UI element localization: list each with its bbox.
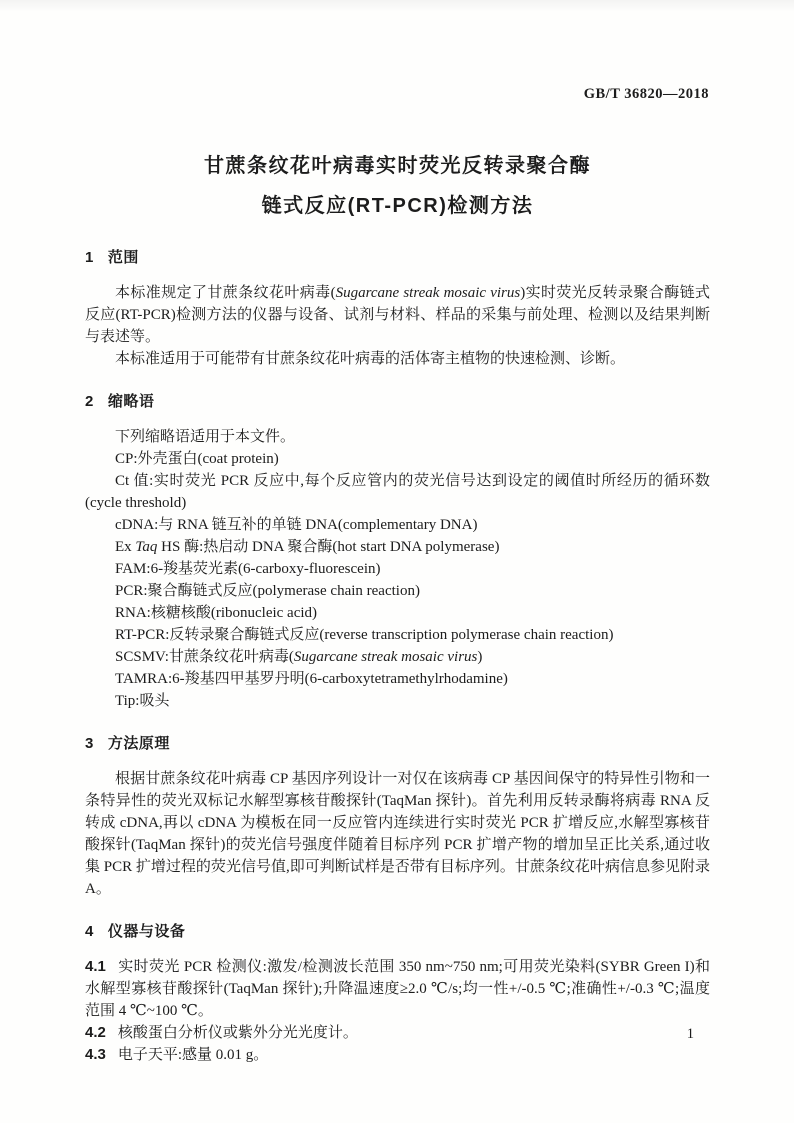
clause-4-1 (85, 956, 710, 1022)
section-title: 范围 (107, 249, 139, 266)
clause-4-3 (85, 1044, 710, 1066)
section-number: 1 (85, 249, 94, 266)
scope-paragraph-1 (85, 282, 710, 348)
abbreviation-item: cDNA:与 RNA 链互补的单链 DNA(complementary DNA) (115, 517, 478, 533)
abbreviation-item: CP:外壳蛋白(coat protein) (115, 451, 279, 467)
scope-p1-latin-name: Sugarcane streak mosaic virus (335, 285, 521, 301)
section-heading-instruments (85, 924, 710, 940)
abbreviation-item: RNA:核糖核酸(ribonucleic acid) (115, 605, 318, 621)
abbreviation-item: Ct 值:实时荧光 PCR 反应中,每个反应管内的荧光信号达到设定的阈值时所经历的循环数(cycle threshold) (85, 473, 710, 511)
scope-p1-pre: 本标准规定了甘蔗条纹花叶病毒( (115, 285, 336, 301)
section-heading-abbreviations (85, 394, 710, 410)
standard-code: GB/T 36820—2018 (583, 86, 709, 102)
abbreviation-item: PCR:聚合酶链式反应(polymerase chain reaction) (115, 583, 420, 599)
clause-text: 实时荧光 PCR 检测仪:激发/检测波长范围 350 nm~750 nm;可用荧光染料(SYBR Green I)和水解型寡核苷酸探针(TaqMan 探针);升降温速度≥2.0 ℃/s;均一性+/-0.5 ℃;准确性+/-0.3 ℃;温度范围 4 ℃~100 ℃。 (85, 959, 710, 1019)
scope-p1-post: )实时荧光反转录聚合酶链式反应(RT-PCR)检测方法的仪器与设备、试剂与材料、样品的采集与前处理、检测以及结果判断与表述等。 (85, 285, 710, 345)
document-title-line2: 链式反应(RT-PCR)检测方法 (261, 195, 534, 217)
page-content (85, 0, 710, 1066)
abbreviation-item: FAM:6-羧基荧光素(6-carboxy-fluorescein) (115, 561, 381, 577)
section-number: 4 (85, 923, 94, 940)
clause-number: 4.3 (85, 1046, 106, 1063)
section-title: 方法原理 (107, 735, 170, 752)
abbreviation-item: TAMRA:6-羧基四甲基罗丹明(6-carboxytetramethylrhodamine) (115, 671, 508, 687)
page-number: 1 (686, 1026, 694, 1042)
principle-paragraph: 根据甘蔗条纹花叶病毒 CP 基因序列设计一对仅在该病毒 CP 基因间保守的特异性引物和一条特异性的荧光双标记水解型寡核苷酸探针(TaqMan 探针)。首先利用反转录酶将病毒 RNA 反转成 cDNA,再以 cDNA 为模板在同一反应管内连续进行实时荧光 PCR 扩增反应,水解型寡核苷酸探针(TaqMan 探针)的荧光信号强度伴随着目标序列 PCR 扩增产物的增加呈正比关系,通过收集 PCR 扩增过程的荧光信号值,即可判断试样是否带有目标序列。甘蔗条纹花叶病信息参见附录 A。 (85, 771, 710, 897)
abbreviation-item: SCSMV:甘蔗条纹花叶病毒(Sugarcane streak mosaic virus) (115, 649, 483, 665)
abbreviation-item: RT-PCR:反转录聚合酶链式反应(reverse transcription polymerase chain reaction) (115, 627, 614, 643)
abbreviation-item: Tip:吸头 (115, 693, 170, 709)
scope-paragraph-2: 本标准适用于可能带有甘蔗条纹花叶病毒的活体寄主植物的快速检测、诊断。 (115, 351, 626, 367)
section-title: 仪器与设备 (107, 923, 186, 940)
clause-number: 4.2 (85, 1024, 106, 1041)
document-title-line1: 甘蔗条纹花叶病毒实时荧光反转录聚合酶 (204, 155, 591, 177)
section-heading-scope (85, 250, 710, 266)
abbreviation-item: Ex Taq HS 酶:热启动 DNA 聚合酶(hot start DNA polymerase) (115, 539, 500, 555)
document-title (85, 0, 710, 226)
abbreviations-intro: 下列缩略语适用于本文件。 (115, 429, 296, 445)
clause-4-2 (85, 1022, 710, 1044)
section-number: 3 (85, 735, 94, 752)
section-heading-principle (85, 736, 710, 752)
clause-text: 电子天平:感量 0.01 g。 (117, 1047, 269, 1063)
section-number: 2 (85, 393, 94, 410)
section-title: 缩略语 (107, 393, 155, 410)
clause-text: 核酸蛋白分析仪或紫外分光光度计。 (117, 1025, 358, 1041)
clause-number: 4.1 (85, 958, 106, 975)
